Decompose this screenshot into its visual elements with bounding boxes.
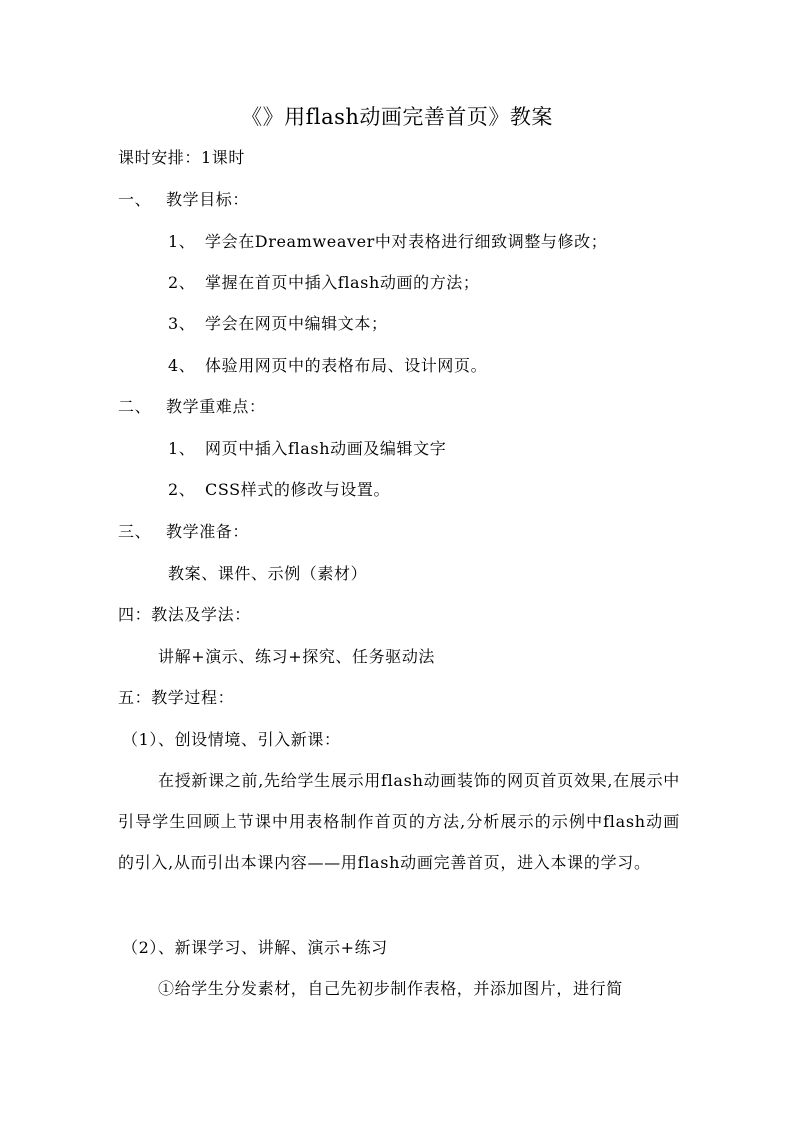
- section5-step1-heading: （1）、创设情境、引入新课：: [122, 730, 341, 749]
- item-number: 1、: [168, 439, 196, 458]
- section3-heading: [118, 521, 249, 543]
- section1-item-4: [168, 355, 487, 377]
- item-text: 学会在网页中编辑文本；: [205, 314, 388, 333]
- section4-content: 讲解+演示、练习+探究、任务驱动法: [158, 647, 436, 666]
- schedule-line: 课时安排：1课时: [118, 148, 245, 167]
- section1-title: 教学目标：: [166, 190, 250, 209]
- item-text: 网页中插入flash动画及编辑文字: [205, 439, 447, 458]
- section2-item-1: [168, 438, 446, 460]
- item-text: 学会在Dreamweaver中对表格进行细致调整与修改；: [205, 232, 608, 251]
- item-text: CSS样式的修改与设置。: [205, 480, 391, 499]
- section1-item-2: [168, 272, 480, 294]
- section1-heading: [118, 189, 249, 211]
- section5-step2-paragraph: ①给学生分发素材，自己先初步制作表格，并添加图片，进行简: [158, 979, 623, 998]
- section2-heading: [118, 396, 266, 418]
- section2-title: 教学重难点：: [166, 397, 266, 416]
- section3-content: 教案、课件、示例（素材）: [168, 564, 368, 583]
- item-number: 2、: [168, 273, 196, 292]
- document-title: 《》用flash动画完善首页》教案: [241, 105, 553, 129]
- section3-title: 教学准备：: [166, 522, 250, 541]
- section2-item-2: [168, 479, 390, 501]
- section1-number: 一、: [118, 190, 152, 209]
- item-number: 4、: [168, 356, 196, 375]
- section5-heading: 五：教学过程：: [118, 688, 235, 707]
- section4-heading: 四：教法及学法：: [118, 605, 251, 624]
- item-text: 掌握在首页中插入flash动画的方法；: [205, 273, 480, 292]
- section1-item-3: [168, 313, 388, 335]
- item-text: 体验用网页中的表格布局、设计网页。: [205, 356, 488, 375]
- item-number: 2、: [168, 480, 196, 499]
- section2-number: 二、: [118, 397, 152, 416]
- section5-step2-heading: （2）、新课学习、讲解、演示+练习: [122, 938, 388, 957]
- item-number: 3、: [168, 314, 196, 333]
- section5-step1-paragraph: 在授新课之前,先给学生展示用flash动画装饰的网页首页效果,在展示中引导学生回顾上节课中用表格制作首页的方法,分析展示的示例中flash动画的引入,从而引出本课内容——用flash动画完善首页，进入本课的学习。: [118, 771, 680, 872]
- section3-number: 三、: [118, 522, 152, 541]
- section1-item-1: [168, 231, 607, 253]
- item-number: 1、: [168, 232, 196, 251]
